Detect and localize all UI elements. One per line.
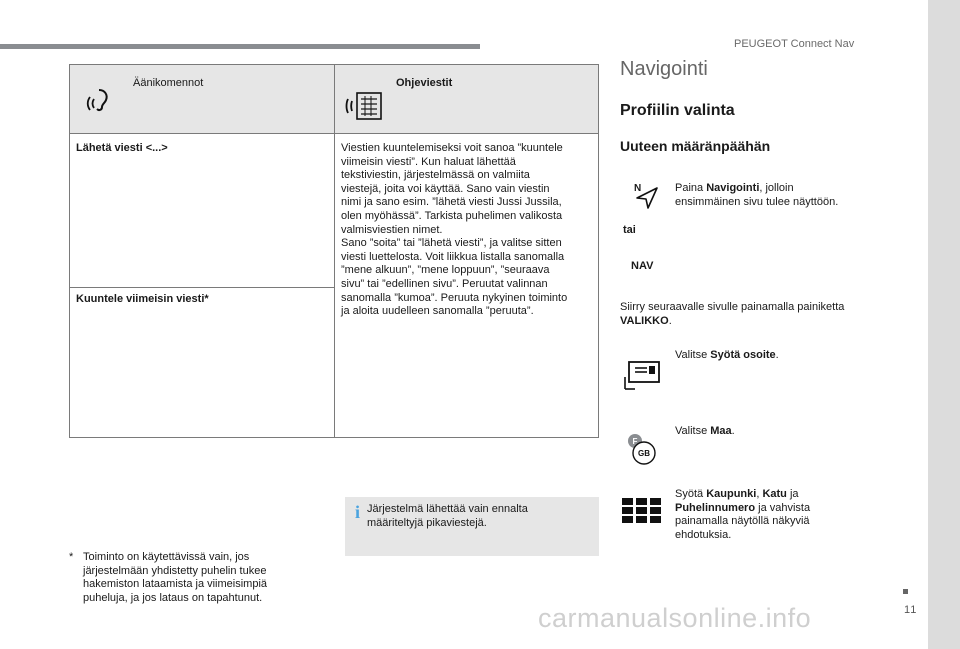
- country-flag-icon: [624, 432, 664, 466]
- step-enter-city-street: Syötä Kaupunki, Katu ja Puhelinnumero ja vahvista painamalla näytöllä näkyviä ehdotuksia.: [675, 488, 811, 541]
- command-listen-last-message: Kuuntele viimeisin viesti*: [76, 293, 209, 305]
- table-column-divider: [334, 65, 335, 437]
- voice-command-icon: [84, 85, 114, 115]
- menu-instruction: Siirry seuraavalle sivulle painamalla painiketta VALIKKO.: [620, 301, 845, 327]
- table-row-divider: [70, 287, 334, 288]
- flag-gb-text: GB: [638, 449, 650, 458]
- flag-f-text: F: [632, 437, 638, 446]
- compass-n-label: N: [634, 183, 642, 194]
- brand-title: PEUGEOT Connect Nav: [734, 38, 855, 50]
- navigation-arrow-icon: [634, 186, 660, 210]
- info-text: Järjestelmä lähettää vain ennalta määriteltyjä pikaviestejä.: [367, 503, 528, 529]
- nav-button-label: NAV: [631, 260, 654, 272]
- footnote-marker: *: [69, 551, 74, 563]
- step-navigation: Paina Navigointi, jolloin ensimmäinen sivu tulee näyttöön.: [675, 182, 839, 208]
- step-select-country: Valitse Maa.: [675, 425, 735, 437]
- command-send-message: Lähetä viesti <...>: [76, 142, 168, 154]
- help-text: Viestien kuuntelemiseksi voit sanoa ”kuuntele viimeisin viesti”. Kun haluat lähettää tekstiviestin, järjestelmässä on valmiita viestejä, joita voi käyttää. Sano vain viestin nimi ja sano esim. ”lähetä viesti Jussi Jussila, olen myöhässä”. Tarkista puhelimen valikosta valmisviestien nimet. Sano ”soita” tai ”lähetä viesti”, ja valitse sitten viesti luettelosta. Voit liikkua listalla sanomalla ”mene alkuun”, ”mene loppuun”, ”seuraava sivu” tai ”edellinen sivu”. Peruutat valinnan sanomalla ”kumoa”. Peruuta nykyinen toiminto ja aloita uudelleen sanomalla ”peruuta”.: [341, 142, 568, 318]
- profile-heading: Profiilin valinta: [620, 102, 735, 119]
- voice-help-icon: [344, 85, 384, 121]
- info-icon: i: [355, 502, 361, 522]
- info-note: [345, 497, 599, 556]
- column-header-help: Ohjeviestit: [396, 77, 453, 89]
- footnote-text: Toiminto on käytettävissä vain, jos järjestelmään yhdistetty puhelin tukee hakemiston lataamista ja viimeisimpiä puheluja, ja jos lataus on tapahtunut.: [83, 551, 268, 604]
- keyboard-grid-icon: [620, 497, 664, 525]
- page-marker: [903, 589, 908, 594]
- voice-command-table: [69, 64, 599, 438]
- destination-heading: Uuteen määränpäähän: [620, 138, 771, 154]
- watermark: carmanualsonline.info: [538, 603, 812, 633]
- page-side-band: [928, 0, 960, 649]
- or-label: tai: [623, 224, 636, 236]
- column-header-commands: Äänikomennot: [133, 77, 204, 89]
- page-number: 11: [904, 604, 918, 616]
- header-rule: [0, 44, 480, 49]
- step-enter-address: Valitse Syötä osoite.: [675, 349, 779, 361]
- address-entry-icon: [623, 359, 663, 391]
- section-title: Navigointi: [620, 58, 708, 80]
